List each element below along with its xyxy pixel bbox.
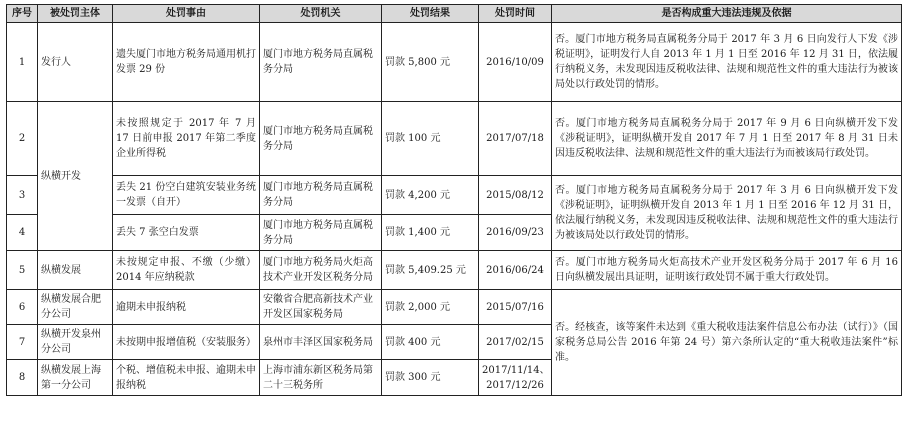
row-authority: 泉州市丰泽区国家税务局	[260, 325, 382, 360]
row-reason: 未按照规定于 2017 年 7 月 17 日前申报 2017 年第二季度企业所得税	[113, 102, 260, 176]
row-date: 2016/06/24	[479, 251, 552, 290]
row-result: 罚款 4,200 元	[382, 176, 479, 215]
row-reason: 个税、增值税未申报、逾期未申报纳税	[113, 360, 260, 396]
row-result: 罚款 1,400 元	[382, 215, 479, 251]
row-subject: 纵横发展合肥分公司	[38, 290, 113, 325]
table-header-row	[7, 5, 902, 23]
row-date: 2015/07/16	[479, 290, 552, 325]
penalty-table-container	[6, 4, 902, 396]
row-date: 2017/07/18	[479, 102, 552, 176]
row-authority: 厦门市地方税务局直属税务分局	[260, 102, 382, 176]
header-date: 处罚时间	[479, 5, 552, 23]
header-no: 序号	[7, 5, 38, 23]
row-no: 4	[7, 215, 38, 251]
row-no: 3	[7, 176, 38, 215]
table-row	[7, 251, 902, 290]
row-reason: 逾期未申报纳税	[113, 290, 260, 325]
row-date: 2016/09/23	[479, 215, 552, 251]
row-reason: 丢失 21 份空白建筑安装业务统一发票（自开）	[113, 176, 260, 215]
row-no: 8	[7, 360, 38, 396]
row-date: 2016/10/09	[479, 23, 552, 102]
row-subject: 纵横发展	[38, 251, 113, 290]
row-reason: 丢失 7 张空白发票	[113, 215, 260, 251]
row-basis: 否。厦门市地方税务局直属税务分局于 2017 年 9 月 6 日向纵横开发下发《涉税证明》，证明纵横开发自 2017 年 7 月 1 日至 2017 年 8 月 31 日未因违反税收法律、法规和规范性文件的重大违法行为而被该局行政处罚。	[552, 102, 902, 176]
table-row	[7, 102, 902, 176]
row-result: 罚款 400 元	[382, 325, 479, 360]
row-subject: 纵横发展上海第一分公司	[38, 360, 113, 396]
row-date: 2017/02/15	[479, 325, 552, 360]
row-result: 罚款 5,800 元	[382, 23, 479, 102]
row-basis: 否。厦门市地方税务局直属税务分局于 2017 年 3 月 6 日向发行人下发《涉税证明》，证明发行人自 2013 年 1 月 1 日至 2016 年 12 月 31 日，依法履行纳税义务，未发现因违反税收法律、法规和规范性文件的重大违法行为被该局处以行政处罚的情形。	[552, 23, 902, 102]
row-date: 2015/08/12	[479, 176, 552, 215]
row-reason: 未按规定申报、不缴（少缴）2014 年应纳税款	[113, 251, 260, 290]
row-result: 罚款 2,000 元	[382, 290, 479, 325]
table-row	[7, 23, 902, 102]
row-result: 罚款 300 元	[382, 360, 479, 396]
header-basis: 是否构成重大违法违规及依据	[552, 5, 902, 23]
header-subject: 被处罚主体	[38, 5, 113, 23]
row-subject: 纵横开发泉州分公司	[38, 325, 113, 360]
row-authority: 厦门市地方税务局火炬高技术产业开发区税务分局	[260, 251, 382, 290]
row-no: 6	[7, 290, 38, 325]
row-no: 2	[7, 102, 38, 176]
header-result: 处罚结果	[382, 5, 479, 23]
row-reason: 未按期申报增值税（安装服务）	[113, 325, 260, 360]
table-row	[7, 290, 902, 325]
row-date: 2017/11/14、2017/12/26	[479, 360, 552, 396]
row-no: 7	[7, 325, 38, 360]
table-row	[7, 176, 902, 215]
row-result: 罚款 100 元	[382, 102, 479, 176]
row-authority: 厦门市地方税务局直属税务分局	[260, 23, 382, 102]
row-authority: 厦门市地方税务局直属税务分局	[260, 215, 382, 251]
header-reason: 处罚事由	[113, 5, 260, 23]
penalty-table	[6, 4, 902, 396]
row-basis: 否。经核查，该等案件未达到《重大税收违法案件信息公布办法（试行）》（国家税务总局公告 2016 年第 24 号）第六条所认定的“重大税收违法案件”标准。	[552, 290, 902, 396]
row-result: 罚款 5,409.25 元	[382, 251, 479, 290]
row-authority: 厦门市地方税务局直属税务分局	[260, 176, 382, 215]
row-no: 1	[7, 23, 38, 102]
row-no: 5	[7, 251, 38, 290]
row-authority: 安徽省合肥高新技术产业开发区国家税务局	[260, 290, 382, 325]
row-reason: 遗失厦门市地方税务局通用机打发票 29 份	[113, 23, 260, 102]
row-subject: 发行人	[38, 23, 113, 102]
row-basis: 否。厦门市地方税务局直属税务分局于 2017 年 3 月 6 日向纵横开发下发《涉税证明》，证明纵横开发自 2013 年 1 月 1 日至 2016 年 12 月 31 日，依法履行纳税义务，未发现因违反税收法律、法规和规范性文件的重大违法行为被该局处以行政处罚的情形。	[552, 176, 902, 251]
row-authority: 上海市浦东新区税务局第二十三税务所	[260, 360, 382, 396]
row-subject: 纵横开发	[38, 102, 113, 251]
header-authority: 处罚机关	[260, 5, 382, 23]
row-basis: 否。厦门市地方税务局火炬高技术产业开发区税务分局于 2017 年 6 月 16 日向纵横发展出具证明，证明该行政处罚不属于重大行政处罚。	[552, 251, 902, 290]
